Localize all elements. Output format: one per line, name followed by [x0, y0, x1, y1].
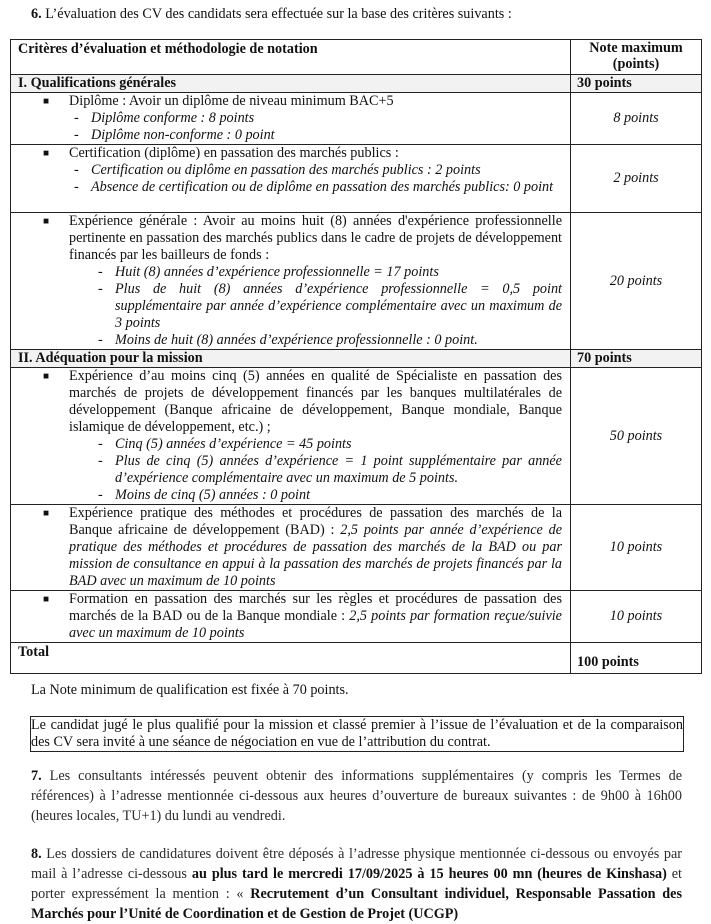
list-item: - Moins de huit (8) années d’expérience professionnelle : 0 point. [98, 332, 478, 348]
section-7-text: Les consultants intéressés peuvent obtenir des informations supplémentaires (y compris les Termes de références) à l’adresse mentionnée ci-dessous aux heures d’ouverture de bureaux suivantes : de 9h00 à 16h00 (heures locales, TU+1) du lundi au vendredi. [31, 768, 682, 824]
criterion-specialist-experience: ■ Expérience d’au moins cinq (5) années en qualité de Spécialiste en passation des marchés de projets de développement financés par les banques multilatérales de développement (Banque africaine de développement, Banque mondiale, Banque islamique de développement, etc.) ; [43, 368, 562, 435]
criterion-bad-practice: ■ Expérience pratique des méthodes et procédures de passation des marchés de la Banque africaine de développement (BAD) : 2,5 points par année d’expérience de pratique des méthodes et procédures de passation des marchés de la BAD ou par mission de consultance en appui à la passation des marchés de projets financés par la BAD avec un maximum de 10 points [43, 505, 562, 589]
section-1-points: 30 points [571, 75, 702, 93]
bullet-icon: ■ [43, 148, 50, 159]
application-subject: Recrutement d’un Consultant individuel, Responsable Passation des Marchés pour l’Unité de Coordination et de Gestion de Projet (UCGP) [31, 886, 682, 922]
list-item: - Plus de cinq (5) années d’expérience = 1 point supplémentaire par année d’expérience complémentaire avec un maximum de 5 points. [98, 453, 562, 486]
table-row [11, 93, 702, 145]
header-criteria: Critères d’évaluation et méthodologie de notation [11, 40, 571, 75]
criterion-diploma: ■ Diplôme : Avoir un diplôme de niveau minimum BAC+5 [43, 93, 394, 109]
total-row [11, 643, 702, 674]
criterion-general-experience: ■ Expérience générale : Avoir au moins huit (8) années d'expérience professionnelle pertinente en passation des marchés publics dans le cadre de projets de développement financés par les bailleurs de fonds : [43, 213, 562, 263]
criterion-training: ■ Formation en passation des marchés sur les règles et procédures de passation des marchés de la BAD ou de la Banque mondiale : 2,5 points par formation reçue/suivie avec un maximum de 10 points [43, 591, 562, 641]
header-points: Note maximum (points) [571, 40, 702, 75]
list-item: - Certification ou diplôme en passation des marchés publics : 2 points [74, 162, 481, 178]
points-general-experience: 20 points [571, 213, 702, 350]
section-1-row [11, 75, 702, 93]
points-diploma: 8 points [571, 93, 702, 145]
list-item: - Moins de cinq (5) années : 0 point [98, 487, 311, 503]
total-label: Total [11, 643, 571, 674]
table-header-row [11, 40, 702, 75]
list-item: - Diplôme conforme : 8 points [74, 110, 255, 126]
points-certification: 2 points [571, 145, 702, 213]
points-specialist-experience: 50 points [571, 368, 702, 505]
bullet-icon: ■ [43, 594, 50, 605]
list-item: - Plus de huit (8) années d’expérience professionnelle = 0,5 point supplémentaire par année d’expérience complémentaire avec un maximum de 3 points [98, 281, 562, 331]
section-6-number: 6. [31, 6, 42, 22]
list-item: - Huit (8) années d’expérience professionnelle = 17 points [98, 264, 439, 280]
table-row [11, 213, 702, 350]
section-6-text: L’évaluation des CV des candidats sera effectuée sur la base des critères suivants : [41, 6, 512, 22]
bullet-icon: ■ [43, 371, 50, 382]
points-training: 10 points [571, 591, 702, 643]
points-bad-practice: 10 points [571, 505, 702, 591]
table-row [11, 368, 702, 505]
list-item: - Diplôme non-conforme : 0 point [74, 127, 275, 143]
negotiation-note-box: Le candidat jugé le plus qualifié pour la mission et classé premier à l’issue de l’évaluation et de la comparaison des CV sera invité à une séance de négociation en vue de l’attribution du contrat. [31, 717, 683, 750]
table-row [11, 591, 702, 643]
bullet-icon: ■ [43, 216, 50, 227]
list-item: - Absence de certification ou de diplôme en passation des marchés publics: 0 point [74, 179, 554, 195]
section-2-points: 70 points [571, 350, 702, 368]
section-2-row [11, 350, 702, 368]
minimum-score-note: La Note minimum de qualification est fixée à 70 points. [31, 682, 349, 698]
section-7-paragraph [31, 766, 682, 826]
section-7-number: 7. [31, 768, 42, 784]
total-points: 100 points [571, 643, 702, 674]
section-1-title: I. Qualifications générales [11, 75, 571, 93]
section-6-intro [31, 6, 512, 23]
list-item: - Cinq (5) années d’expérience = 45 points [98, 436, 352, 452]
section-2-title: II. Adéquation pour la mission [11, 350, 571, 368]
criterion-certification: ■ Certification (diplôme) en passation des marchés publics : [43, 145, 399, 161]
bullet-icon: ■ [43, 96, 50, 107]
bullet-icon: ■ [43, 508, 50, 519]
criteria-table [10, 39, 702, 674]
table-row [11, 505, 702, 591]
deadline-text: au plus tard le mercredi 17/09/2025 à 15 heures 00 mn (heures de Kinshasa) [191, 866, 667, 882]
section-8-paragraph: 8. Les dossiers de candidatures doivent être déposés à l’adresse physique mentionnée ci-dessous ou envoyés par mail à l’adresse ci-dessous au plus tard le mercredi 17/09/2025 à 15 heures 00 mn (heures de Kinshasa) et porter expressément la mention : « Recrutement d’un Consultant individuel, Responsable Passation des Marchés pour l’Unité de Coordination et de Gestion de Projet (UCGP) [31, 846, 682, 922]
section-8-number: 8. [31, 846, 42, 862]
table-row [11, 145, 702, 213]
